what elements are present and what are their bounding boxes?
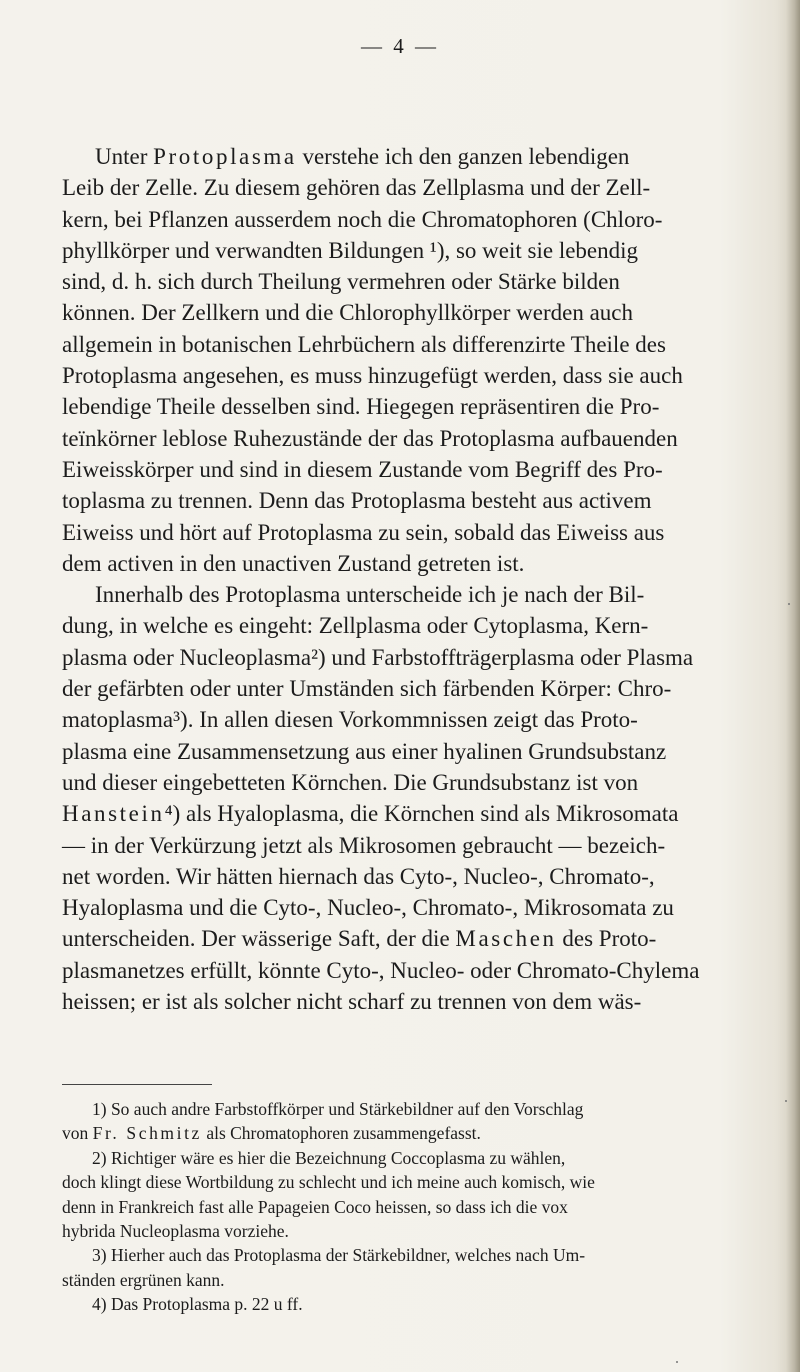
footnote-line: hybrida Nucleoplasma vorziehe. — [62, 1220, 289, 1241]
text-line: plasma eine Zusammensetzung aus einer hyalinen Grundsubstanz — [62, 738, 667, 764]
footnote-line: 4) Das Protoplasma p. 22 u ff. — [92, 1294, 303, 1315]
text-line: Innerhalb des Protoplasma unterscheide ich je nach der Bil- — [95, 582, 645, 608]
footnote-line — [62, 1121, 757, 1145]
text-line: — in der Verkürzung jetzt als Mikrosomen gebraucht — bezeich- — [62, 832, 666, 858]
footnote-line: 1) So auch andre Farbstoffkörper und Stärkebildner auf den Vorschlag — [92, 1099, 584, 1119]
text-line — [62, 798, 757, 829]
text-line: toplasma zu trennen. Denn das Protoplasma besteht aus activem — [62, 488, 652, 514]
text-line: plasma oder Nucleoplasma²) und Farbstoffträgerplasma oder Plasma — [62, 644, 694, 670]
text-line — [62, 923, 757, 954]
text-line — [62, 141, 757, 172]
text-line: lebendige Theile desselben sind. Hiegegen repräsentiren die Pro- — [62, 394, 660, 420]
footnote-line: 3) Hierher auch das Protoplasma der Stärkebildner, welches nach Um- — [92, 1245, 586, 1266]
text-line: matoplasma³). In allen diesen Vorkommnissen zeigt das Proto- — [62, 707, 638, 733]
text-line: der gefärbten oder unter Umständen sich färbenden Körper: Chro- — [62, 676, 672, 702]
text-run: unterscheiden. Der wässerige Saft, der die Maschen des Proto- — [62, 926, 657, 952]
text-line: können. Der Zellkern und die Chlorophyllkörper werden auch — [62, 300, 633, 326]
footnote-line: 2) Richtiger wäre es hier die Bezeichnung Coccoplasma zu wählen, — [92, 1147, 566, 1168]
text-line: teïnkörner leblose Ruhezustände der das Protoplasma aufbauenden — [62, 425, 678, 451]
paper-speck — [785, 1100, 787, 1102]
paper-speck — [676, 1361, 678, 1363]
text-line: Eiweiss und hört auf Protoplasma zu sein, sobald das Eiweiss aus — [62, 519, 665, 545]
text-line: Eiweisskörper und sind in diesem Zustande vom Begriff des Pro- — [62, 456, 663, 482]
text-line: plasmanetzes erfüllt, könnte Cyto-, Nucleo- oder Chromato-Chylema — [62, 957, 700, 983]
text-line: Protoplasma angesehen, es muss hinzugefügt werden, dass sie auch — [62, 363, 683, 389]
text-run: von Fr. Schmitz als Chromatophoren zusammengefasst. — [62, 1123, 481, 1144]
text-run: Hanstein⁴) als Hyaloplasma, die Körnchen sind als Mikrosomata — [62, 801, 679, 827]
paragraph-end-line: dem activen in den unactiven Zustand getreten ist. — [62, 550, 525, 576]
text-line: heissen; er ist als solcher nicht scharf zu trennen von dem wäs- — [62, 989, 642, 1015]
text-line: sind, d. h. sich durch Theilung vermehren oder Stärke bilden — [62, 269, 620, 295]
text-line: dung, in welche es eingeht: Zellplasma oder Cytoplasma, Kern- — [62, 613, 649, 639]
page-edge-shadow — [786, 0, 800, 1372]
footnote-separator — [62, 1084, 212, 1085]
footnote-line: ständen ergrünen kann. — [62, 1269, 225, 1290]
text-line: phyllkörper und verwandten Bildungen ¹), so weit sie lebendig — [62, 237, 639, 263]
text-line: allgemein in botanischen Lehrbüchern als differenzirte Theile des — [62, 331, 666, 357]
page-number: — 4 — — [361, 34, 439, 58]
text-run: Unter Protoplasma verstehe ich den ganzen lebendigen — [95, 144, 630, 169]
paper-speck — [788, 603, 790, 605]
footnote-line: denn in Frankreich fast alle Papageien Coco heissen, so dass ich die vox — [62, 1196, 568, 1217]
footnotes — [62, 1097, 757, 1317]
text-line: Hyaloplasma und die Cyto-, Nucleo-, Chromato-, Mikrosomata zu — [62, 895, 674, 921]
main-text — [62, 141, 757, 1017]
text-line: Leib der Zelle. Zu diesem gehören das Zellplasma und der Zell- — [62, 175, 651, 201]
text-line: net worden. Wir hätten hiernach das Cyto-, Nucleo-, Chromato-, — [62, 863, 655, 889]
text-line: kern, bei Pflanzen ausserdem noch die Chromatophoren (Chloro- — [62, 206, 663, 232]
footnote-line: doch klingt diese Wortbildung zu schlecht und ich meine auch komisch, wie — [62, 1172, 595, 1193]
text-line: und dieser eingebetteten Körnchen. Die Grundsubstanz ist von — [62, 769, 639, 795]
